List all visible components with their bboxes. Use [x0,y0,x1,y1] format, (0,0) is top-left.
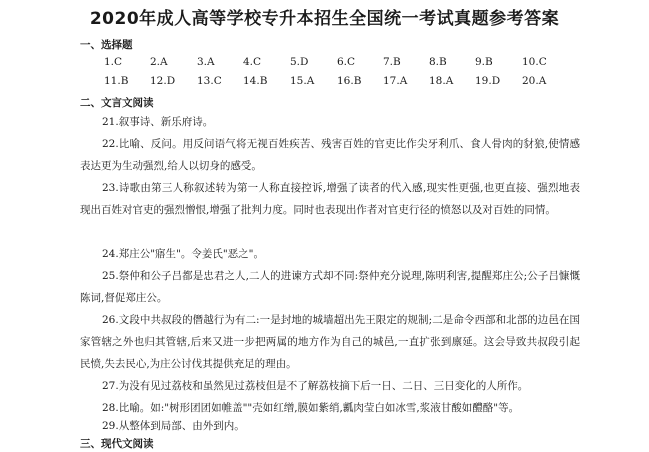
answer-paragraph-24: 24.郑庄公"寤生"。令姜氏"恶之"。 [102,248,265,260]
section-heading-classical: 二、文言文阅读 [80,97,154,109]
answer-item: 8.B [429,56,447,68]
answer-item: 20.A [522,75,547,87]
page-title: 2020年成人高等学校专升本招生全国统一考试真题参考答案 [89,9,560,29]
answer-item: 12.D [150,75,176,87]
answer-item: 13.C [197,75,222,87]
section-heading-choice: 一、选择题 [80,39,133,51]
answer-item: 19.D [475,75,501,87]
answer-paragraph-21: 21.叙事诗、新乐府诗。 [102,116,214,128]
answer-item: 2.A [150,56,168,68]
answer-item: 1.C [104,56,123,68]
answer-item: 11.B [104,75,129,87]
answer-item: 5.D [290,56,309,68]
answer-item: 14.B [243,75,268,87]
answer-item: 9.B [475,56,493,68]
answer-item: 3.A [197,56,215,68]
answer-item: 16.B [337,75,362,87]
answer-paragraph-27: 27.为没有见过荔枝和虽然见过荔枝但是不了解荔枝摘下后一日、二日、三日变化的人所作。 [102,380,529,392]
answer-paragraph-23: 23.诗歌由第三人称叙述转为第一人称直接控诉,增强了读者的代入感,现实性更强,也更直接、强烈地表现出百姓对官吏的强烈憎恨,增强了批判力度。同时也表现出作者对官吏行径的愤怒以及对百姓的同情。 [80,182,580,216]
answer-item: 15.A [290,75,315,87]
answer-paragraph-26: 26.文段中共叔段的僭越行为有二:一是封地的城墙超出先王限定的规制;二是命令西部和北部的边邑在国家管辖之外也归其管辖,后来又进一步把两属的地方作为自己的城邑,一直扩张到廪延。这会导致共叔段引起民愤,失去民心,为庄公讨伐其提供充足的理由。 [80,314,580,370]
answer-paragraph-29: 29.从整体到局部、由外到内。 [102,420,245,432]
answer-item: 17.A [383,75,408,87]
answer-paragraph-28: 28.比喻。如:"树形团团如帷盖""壳如红缯,膜如紫绡,瓤肉莹白如冰雪,浆液甘酸如醴酪"等。 [102,402,520,414]
answer-item: 6.C [337,56,356,68]
answer-paragraph-25: 25.祭仲和公子吕都是忠君之人,二人的进谏方式却不同:祭仲充分说理,陈明利害,提醒郑庄公;公子吕慷慨陈词,督促郑庄公。 [80,270,580,304]
answer-item: 7.B [383,56,401,68]
answer-item: 4.C [243,56,262,68]
answer-item: 18.A [429,75,454,87]
answer-item: 10.C [522,56,547,68]
answer-paragraph-22: 22.比喻、反问。用反问语气将无视百姓疾苦、残害百姓的官吏比作尖牙利爪、食人骨肉的豺狼,使情感表达更为生动强烈,给人以切身的感受。 [80,138,580,172]
section-heading-modern: 三、现代文阅读 [80,438,154,450]
